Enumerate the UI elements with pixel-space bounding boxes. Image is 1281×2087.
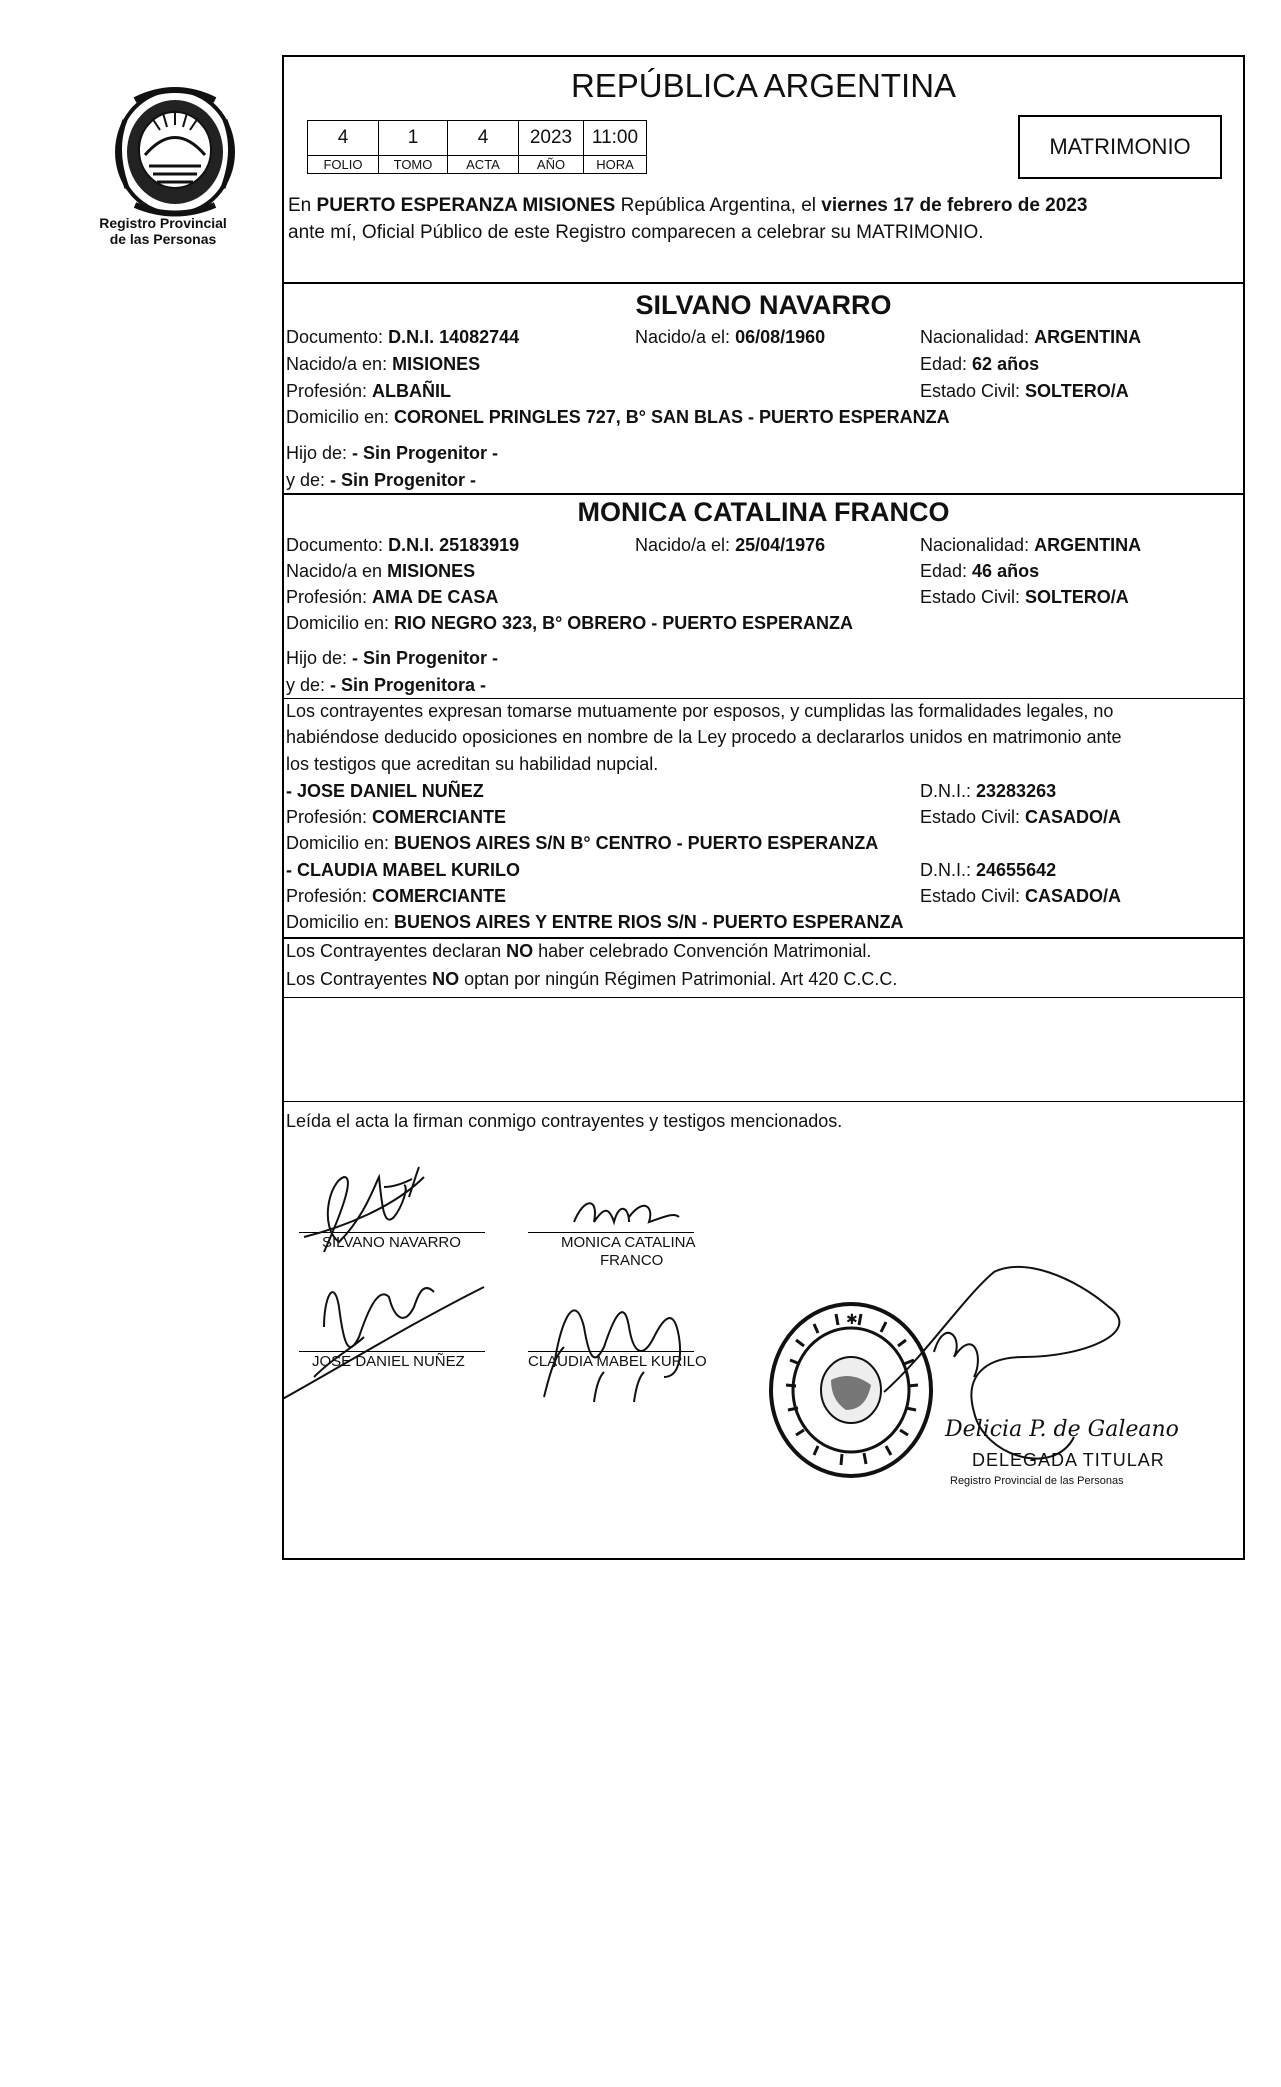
registry-label: Registro Provincial de las Personas (99, 215, 227, 247)
spouse-2-parent-2: y de: - Sin Progenitora - (286, 675, 487, 695)
hour-value: 11:00 (584, 121, 647, 156)
spouse-1-parent-2: y de: - Sin Progenitor - (286, 470, 477, 490)
spouse-1-address: Domicilio en: CORONEL PRINGLES 727, B° SAN BLAS - PUERTO ESPERANZA (286, 407, 950, 427)
declaration-line-1: Los contrayentes expresan tomarse mutuamente por esposos, y cumplidas las formalidades legales, no (286, 701, 1114, 721)
year-label: AÑO (519, 156, 584, 174)
spouse-2-civil-status: Estado Civil: SOLTERO/A (920, 587, 1129, 607)
marriage-certificate (282, 55, 1245, 1560)
spouse-1-profession: Profesión: ALBAÑIL (286, 381, 452, 401)
spouse-2-document: Documento: D.N.I. 25183919 (286, 535, 520, 555)
record-type-box: MATRIMONIO (1018, 115, 1222, 179)
spouse-1-name: SILVANO NAVARRO (635, 290, 892, 320)
spouse-1-age: Edad: 62 años (920, 354, 1040, 374)
spouse-2-address: Domicilio en: RIO NEGRO 323, B° OBRERO - PUERTO ESPERANZA (286, 613, 853, 633)
year-value: 2023 (519, 121, 584, 156)
folio-label: FOLIO (308, 156, 379, 174)
spouse-1-nationality: Nacionalidad: ARGENTINA (920, 327, 1142, 347)
spouse-1-parent-1: Hijo de: - Sin Progenitor - (286, 443, 499, 463)
acta-value: 4 (448, 121, 519, 156)
official-title: DELEGADA TITULAR (972, 1450, 1165, 1470)
acta-label: ACTA (448, 156, 519, 174)
provincial-seal-logo (105, 80, 245, 220)
regime-line-2: Los Contrayentes NO optan por ningún Régimen Patrimonial. Art 420 C.C.C. (286, 969, 898, 989)
witness-2-dni: D.N.I.: 24655642 (920, 860, 1057, 880)
signature-label-spouse-2-line-1: MONICA CATALINA (561, 1234, 696, 1251)
witness-2-civil-status: Estado Civil: CASADO/A (920, 886, 1122, 906)
regime-line-1: Los Contrayentes declaran NO haber celebrado Convención Matrimonial. (286, 941, 872, 961)
witness-1-dni: D.N.I.: 23283263 (920, 781, 1057, 801)
official-org: Registro Provincial de las Personas (950, 1475, 1124, 1487)
declaration-line-3: los testigos que acreditan su habilidad nupcial. (286, 754, 659, 774)
signature-label-witness-1: JOSE DANIEL NUÑEZ (312, 1353, 465, 1370)
signature-label-witness-2: CLAUDIA MABEL KURILO (528, 1353, 707, 1370)
spouse-1-civil-status: Estado Civil: SOLTERO/A (920, 381, 1129, 401)
spouse-1-born-in: Nacido/a en: MISIONES (286, 354, 481, 374)
folio-value: 4 (308, 121, 379, 156)
tomo-value: 1 (379, 121, 448, 156)
svg-text:✱: ✱ (846, 1312, 858, 1328)
spouse-2-profession: Profesión: AMA DE CASA (286, 587, 499, 607)
official-name: Delicia P. de Galeano (945, 1417, 1179, 1442)
intro-line-1: En PUERTO ESPERANZA MISIONES República Argentina, el viernes 17 de febrero de 2023 (288, 195, 1088, 216)
signature-label-spouse-1: SILVANO NAVARRO (322, 1234, 461, 1251)
country-title: REPÚBLICA ARGENTINA (570, 67, 957, 104)
spouse-1-born-on: Nacido/a el: 06/08/1960 (635, 327, 826, 347)
witness-2-name: - CLAUDIA MABEL KURILO (286, 860, 520, 880)
witness-2-profession: Profesión: COMERCIANTE (286, 886, 507, 906)
spouse-2-parent-1: Hijo de: - Sin Progenitor - (286, 648, 499, 668)
witness-1-name: - JOSE DANIEL NUÑEZ (286, 781, 484, 801)
signature-label-spouse-2-line-2: FRANCO (600, 1252, 664, 1269)
tomo-label: TOMO (379, 156, 448, 174)
witness-1-civil-status: Estado Civil: CASADO/A (920, 807, 1122, 827)
official-signature (284, 57, 1247, 1562)
declaration-line-2: habiéndose deducido oposiciones en nombre de la Ley procedo a declararlos unidos en matrimonio ante (286, 727, 1122, 747)
spouse-2-born-on: Nacido/a el: 25/04/1976 (635, 535, 826, 555)
closing-statement: Leída el acta la firman conmigo contrayentes y testigos mencionados. (286, 1111, 843, 1131)
spouse-2-age: Edad: 46 años (920, 561, 1040, 581)
spouse-1-document: Documento: D.N.I. 14082744 (286, 327, 520, 347)
hour-label: HORA (584, 156, 647, 174)
spouse-2-born-in: Nacido/a en MISIONES (286, 561, 476, 581)
witness-1-profession: Profesión: COMERCIANTE (286, 807, 507, 827)
witness-2-address: Domicilio en: BUENOS AIRES Y ENTRE RIOS S/N - PUERTO ESPERANZA (286, 912, 904, 932)
spouse-2-name: MONICA CATALINA FRANCO (577, 497, 950, 527)
witness-1-address: Domicilio en: BUENOS AIRES S/N B° CENTRO - PUERTO ESPERANZA (286, 833, 879, 853)
spouse-2-nationality: Nacionalidad: ARGENTINA (920, 535, 1142, 555)
intro-line-2: ante mí, Oficial Público de este Registro comparecen a celebrar su MATRIMONIO. (288, 222, 984, 243)
